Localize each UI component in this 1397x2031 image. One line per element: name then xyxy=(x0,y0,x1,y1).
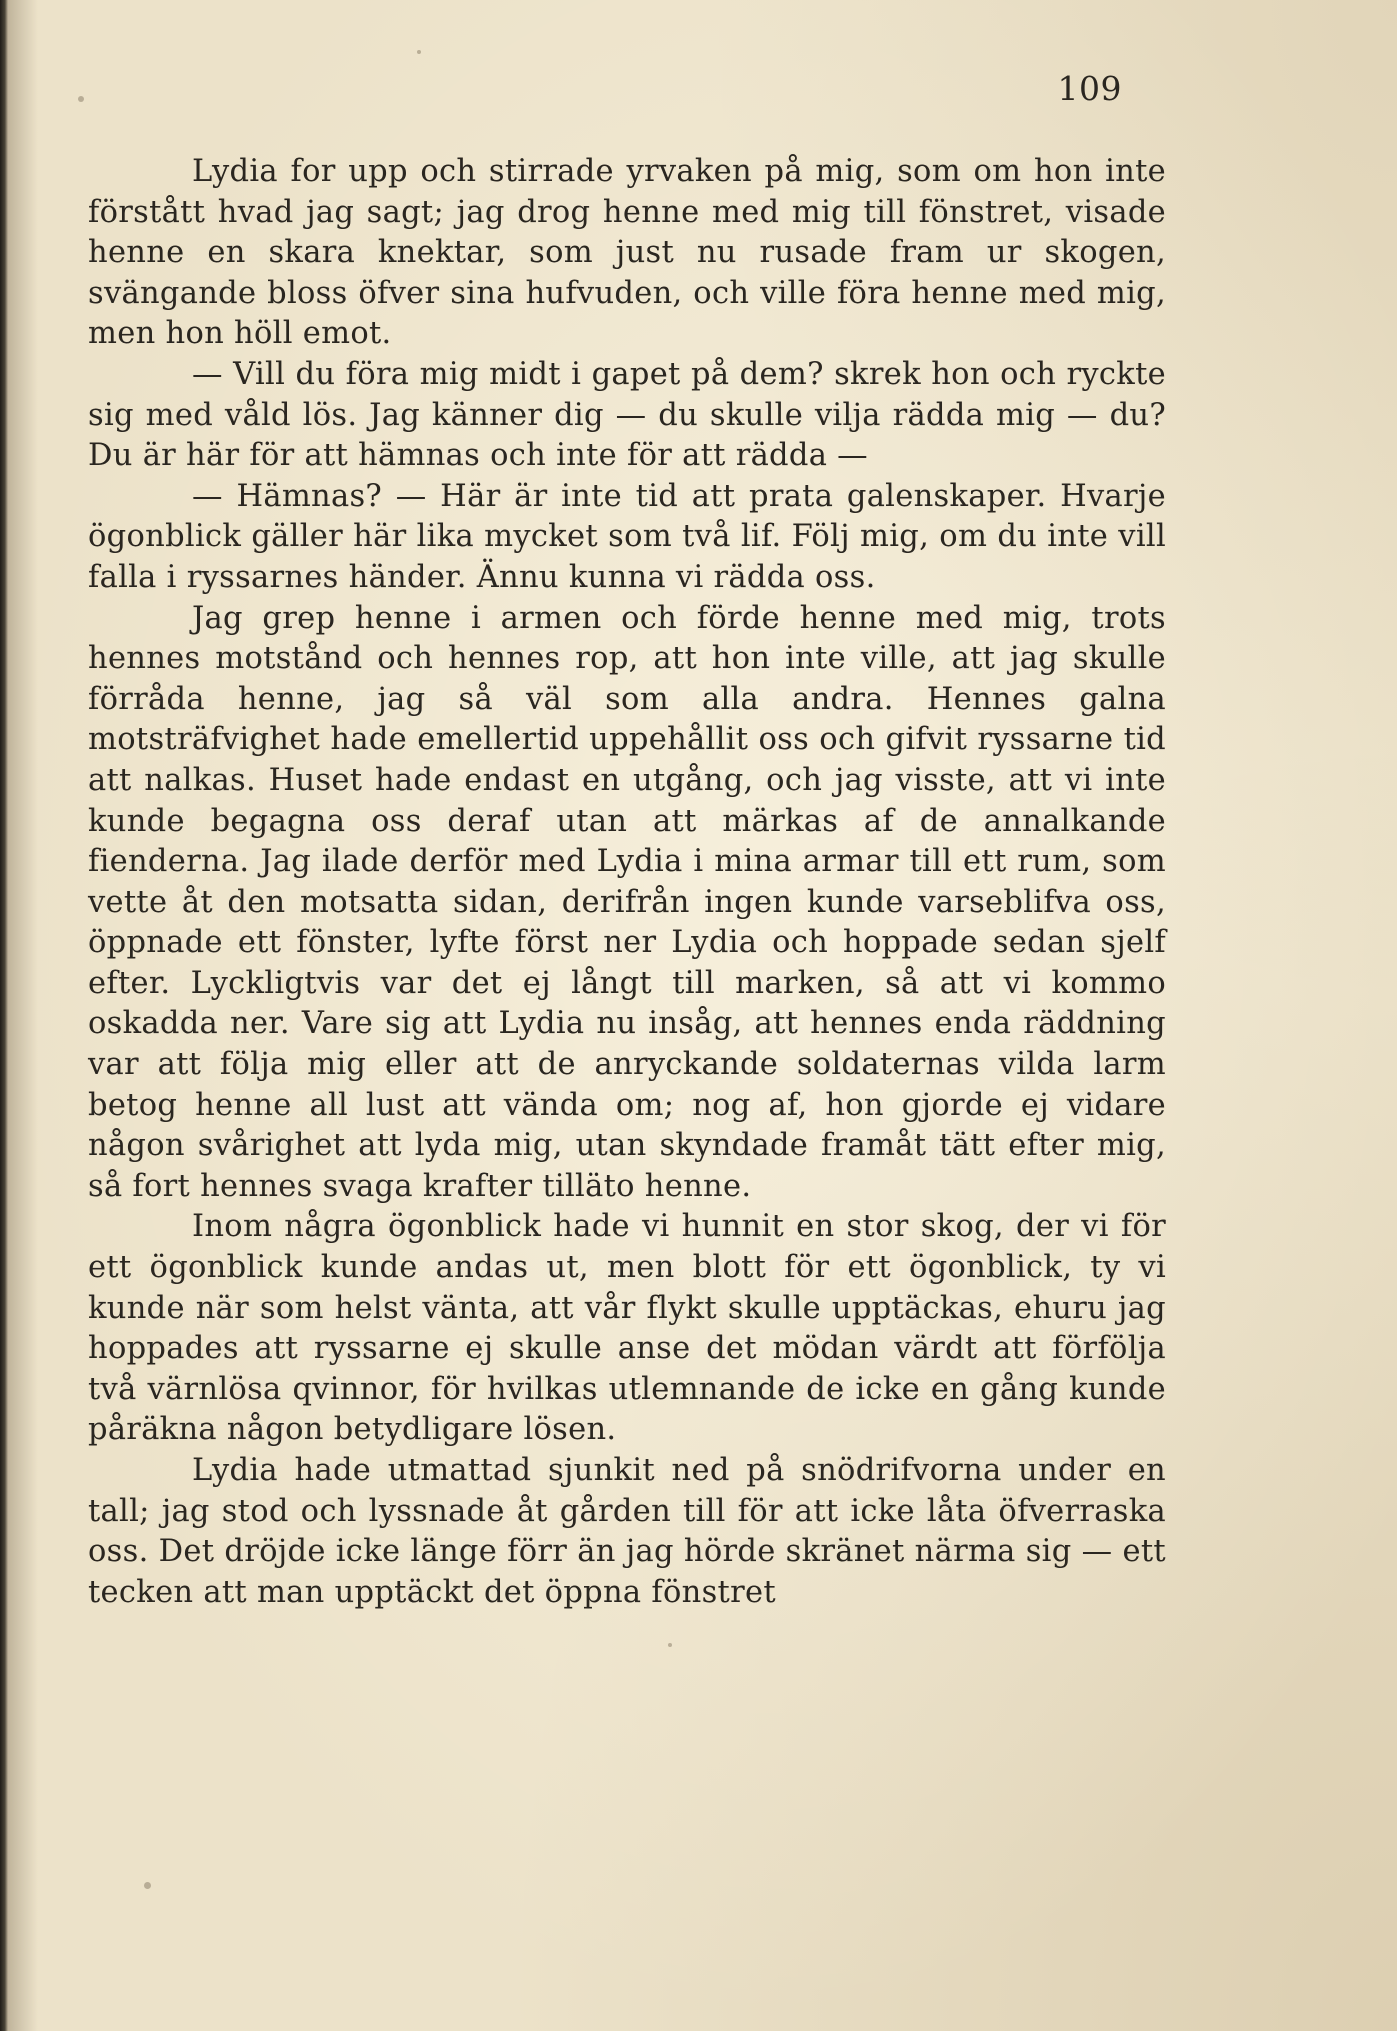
paragraph-4: Jag grep henne i armen och förde henne med mig, trots hennes motstånd och hennes rop, att hon inte ville, att jag skulle förråda henne, jag så väl som alla andra. Hennes galna motsträfvighet hade emellertid uppehållit oss och gifvit ryssarne tid att nalkas. Huset hade endast en utgång, och jag visste, att vi inte kunde begagna oss deraf utan att märkas af de annalkande fienderna. Jag ilade derför med Lydia i mina armar till ett rum, som vette åt den motsatta sidan, derifrån ingen kunde varseblifva oss, öppnade ett fönster, lyfte först ner Lydia och hoppade sedan sjelf efter. Lyckligtvis var det ej långt till marken, så att vi kommo oskadda ner. Vare sig att Lydia nu insåg, att hennes enda räddning var att följa mig eller att de anryckande soldaternas vilda larm betog henne all lust att vända om; nog af, hon gjorde ej vidare någon svårighet att lyda mig, utan skyndade framåt tätt efter mig, så fort hennes svaga krafter tilläto henne. xyxy=(88,600,1166,1204)
paragraph-6: Lydia hade utmattad sjunkit ned på snödrifvorna under en tall; jag stod och lyssnade åt gården till för att icke låta öfverraska oss. Det dröjde icke länge förr än jag hörde skränet närma sig — ett tecken att man upptäckt det öppna fönstret xyxy=(88,1453,1166,1610)
paper-speck xyxy=(417,50,421,54)
page-text xyxy=(88,152,1166,1613)
book-binding-edge xyxy=(0,0,8,2031)
paper-speck xyxy=(144,1882,151,1889)
paragraph-1: Lydia for upp och stirrade yrvaken på mig, som om hon inte förstått hvad jag sagt; jag drog henne med mig till fönstret, visade henne en skara knektar, som just nu rusade fram ur skogen, svängande bloss öfver sina hufvuden, och ville föra henne med mig, men hon höll emot. xyxy=(88,154,1166,352)
paragraph-2: — Vill du föra mig midt i gapet på dem? skrek hon och ryckte sig med våld lös. Jag känner dig — du skulle vilja rädda mig — du? Du är här för att hämnas och inte för att rädda — xyxy=(88,356,1166,474)
paper-speck xyxy=(668,1643,672,1647)
paragraph-3: — Hämnas? — Här är inte tid att prata galenskaper. Hvarje ögonblick gäller här lika mycket som två lif. Följ mig, om du inte vill falla i ryssarnes händer. Ännu kunna vi rädda oss. xyxy=(88,478,1166,595)
gutter-shadow xyxy=(8,0,38,2031)
paragraph-5: Inom några ögonblick hade vi hunnit en stor skog, der vi för ett ögonblick kunde andas ut, men blott för ett ögonblick, ty vi kunde när som helst vänta, att vår flykt skulle upptäckas, ehuru jag hoppades att ryssarne ej skulle anse det mödan värdt att förfölja två värnlösa qvinnor, för hvilkas utlemnande de icke en gång kunde påräkna någon betydligare lösen. xyxy=(88,1209,1166,1448)
paper-speck xyxy=(78,96,84,102)
page-number: 109 xyxy=(1057,69,1122,108)
